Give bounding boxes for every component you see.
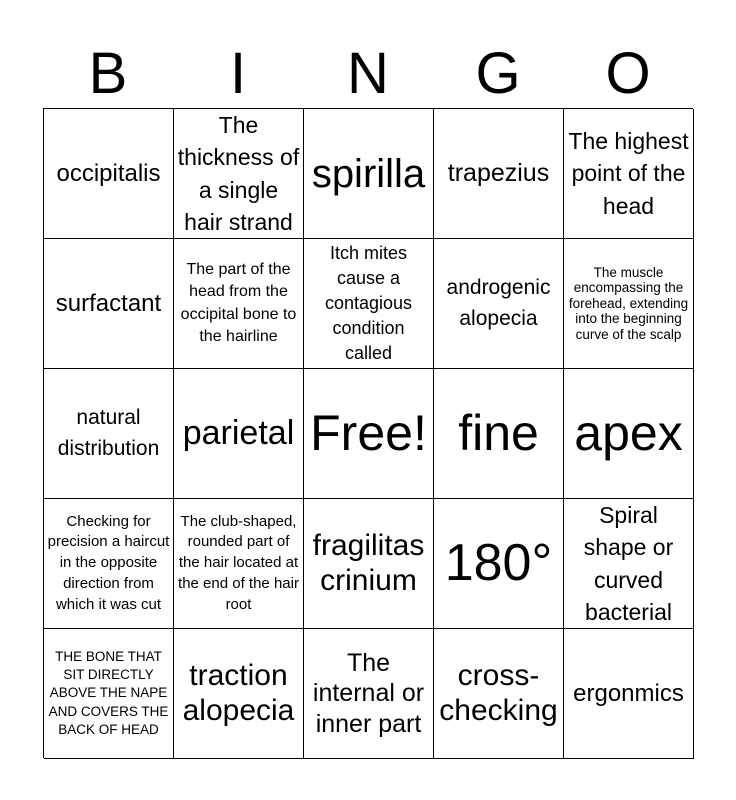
bingo-cell[interactable]: fine [434,369,564,499]
bingo-cell[interactable]: The highest point of the head [564,109,694,239]
header-letter-o: O [605,41,651,106]
bingo-cell[interactable]: 180° [434,499,564,629]
bingo-header [43,42,693,106]
header-letter-g: G [475,41,521,106]
bingo-cell[interactable]: cross-checking [434,629,564,759]
bingo-cell[interactable]: The part of the head from the occipital bone to the hairline [174,239,304,369]
header-letter-n: N [347,41,389,106]
bingo-cell[interactable]: surfactant [44,239,174,369]
bingo-cell[interactable]: traction alopecia [174,629,304,759]
bingo-cell[interactable]: spirilla [304,109,434,239]
bingo-cell[interactable]: apex [564,369,694,499]
bingo-cell[interactable]: Checking for precision a haircut in the opposite direction from which it was cut [44,499,174,629]
bingo-cell[interactable]: trapezius [434,109,564,239]
bingo-cell[interactable]: Itch mites cause a contagious condition called [304,239,434,369]
bingo-cell[interactable]: Spiral shape or curved bacterial [564,499,694,629]
header-letter-b: B [88,41,128,106]
bingo-cell[interactable]: ergonmics [564,629,694,759]
bingo-cell[interactable]: The muscle encompassing the forehead, extending into the beginning curve of the scalp [564,239,694,369]
bingo-cell[interactable]: The internal or inner part [304,629,434,759]
free-space-cell[interactable]: Free! [304,369,434,499]
bingo-cell[interactable]: androgenic alopecia [434,239,564,369]
bingo-card-grid [43,108,693,758]
bingo-cell[interactable]: natural distribution [44,369,174,499]
bingo-cell[interactable]: THE BONE THAT SIT DIRECTLY ABOVE THE NAPE AND COVERS THE BACK OF HEAD [44,629,174,759]
bingo-cell[interactable]: The thickness of a single hair strand [174,109,304,239]
bingo-cell[interactable]: parietal [174,369,304,499]
header-letter-i: I [229,41,247,106]
bingo-cell[interactable]: The club-shaped, rounded part of the hair located at the end of the hair root [174,499,304,629]
bingo-cell[interactable]: fragilitas crinium [304,499,434,629]
bingo-cell[interactable]: occipitalis [44,109,174,239]
